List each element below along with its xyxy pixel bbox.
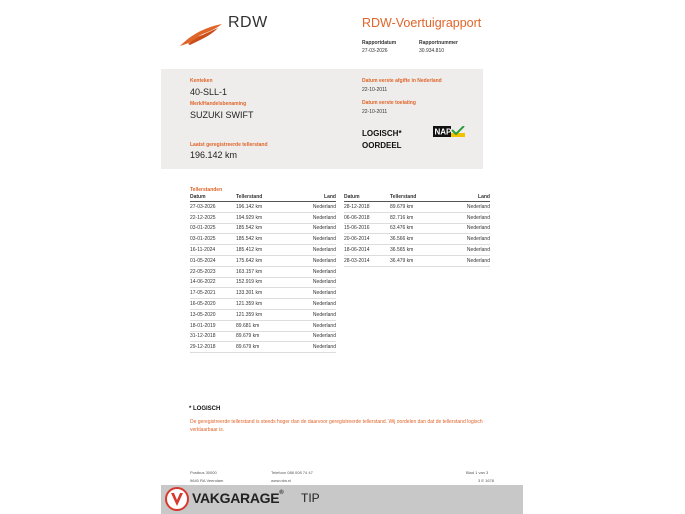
row-datum: 18-06-2014 (344, 245, 390, 256)
footer-address-1: Postbus 30000 (190, 470, 217, 475)
row-tellerstand: 36.479 km (390, 255, 448, 266)
row-tellerstand: 89.681 km (236, 320, 294, 331)
row-datum: 22-12-2025 (190, 212, 236, 223)
rapportdatum-value: 27-03-2026 (362, 48, 388, 54)
table-row (190, 309, 336, 320)
vakgarage-registered: ® (279, 490, 284, 496)
oordeel-line1: LOGISCH* (362, 129, 402, 138)
row-tellerstand: 36.566 km (390, 234, 448, 245)
footer-code: 3 E 1678 (478, 478, 495, 483)
row-tellerstand: 185.412 km (236, 245, 294, 256)
nap-check-icon (433, 126, 465, 137)
row-land: Nederland (294, 320, 336, 331)
table-row (344, 245, 490, 256)
row-land: Nederland (448, 255, 490, 266)
row-datum: 28-03-2014 (344, 255, 390, 266)
brand-name: RDW (228, 14, 268, 31)
footnote-title: * LOGISCH (189, 406, 221, 412)
footer-page-number: Blad 1 van 3 (466, 470, 489, 475)
vakgarage-brand-name: VAKGARAGE (192, 490, 280, 506)
row-land: Nederland (448, 245, 490, 256)
footer-phone: Telefoon 088 008 74 47 (271, 470, 313, 475)
rapportnummer-value: 30.934.810 (419, 48, 445, 54)
row-datum: 13-05-2020 (190, 309, 236, 320)
table-row (344, 255, 490, 266)
row-tellerstand: 89.679 km (236, 331, 294, 342)
rdw-logo-icon (178, 22, 224, 48)
row-tellerstand: 63.476 km (390, 223, 448, 234)
tellerstanden-title: Tellerstanden (190, 187, 223, 193)
row-land: Nederland (294, 309, 336, 320)
table-header-row (344, 194, 490, 202)
row-datum: 03-01-2025 (190, 223, 236, 234)
row-datum: 31-12-2018 (190, 331, 236, 342)
table-row (190, 320, 336, 331)
vakgarage-tip: TIP (301, 491, 320, 505)
oordeel-line2: OORDEEL (362, 141, 402, 150)
col-land: Land (294, 194, 336, 202)
merk-label: Merk/Handelsbenaming (190, 101, 247, 107)
rapportdatum-label: Rapportdatum (362, 40, 397, 46)
table-row (344, 212, 490, 223)
table-row (190, 331, 336, 342)
oordeel-label (362, 128, 402, 152)
row-land: Nederland (294, 255, 336, 266)
afgifte-value: 22-10-2011 (362, 87, 388, 93)
row-datum: 20-06-2014 (344, 234, 390, 245)
row-tellerstand: 82.716 km (390, 212, 448, 223)
col-tellerstand: Tellerstand (390, 194, 448, 202)
merk-value: SUZUKI SWIFT (190, 110, 254, 120)
table-header-row (190, 194, 336, 202)
afgifte-label: Datum eerste afgifte in Nederland (362, 78, 442, 84)
row-tellerstand: 89.679 km (236, 342, 294, 353)
table-row (190, 245, 336, 256)
row-land: Nederland (294, 277, 336, 288)
table-row (344, 234, 490, 245)
table-row (190, 299, 336, 310)
footnote-text: De geregistreerde tellerstand is steeds hoger dan de daarvoor geregistreerde tellerstand. Wij oordelen dan dat de tellerstand logisch verklaarbaar is. (190, 419, 483, 433)
footer-website: www.rdw.nl (271, 478, 292, 483)
table-row (190, 234, 336, 245)
row-tellerstand: 163.157 km (236, 266, 294, 277)
row-tellerstand: 121.359 km (236, 299, 294, 310)
col-land: Land (448, 194, 490, 202)
row-tellerstand: 152.919 km (236, 277, 294, 288)
table-row (190, 255, 336, 266)
row-land: Nederland (294, 245, 336, 256)
row-land: Nederland (294, 202, 336, 213)
vakgarage-logo-icon (165, 487, 189, 511)
row-datum: 18-01-2019 (190, 320, 236, 331)
report-title: RDW-Voertuigrapport (362, 16, 482, 30)
row-tellerstand: 36.565 km (390, 245, 448, 256)
vakgarage-brand (192, 490, 283, 506)
row-land: Nederland (294, 234, 336, 245)
rapportnummer-label: Rapportnummer (419, 40, 458, 46)
col-datum: Datum (344, 194, 390, 202)
tellerstand-value: 196.142 km (190, 150, 238, 160)
row-datum: 06-06-2018 (344, 212, 390, 223)
row-tellerstand: 196.142 km (236, 202, 294, 213)
row-land: Nederland (294, 331, 336, 342)
row-land: Nederland (448, 202, 490, 213)
table-row (190, 288, 336, 299)
footer-address-2: 9640 RA Veendam (190, 478, 224, 483)
tellerstand-label: Laatst geregistreerde tellerstand (190, 142, 268, 148)
table-row (190, 202, 336, 213)
nap-text: NAP (434, 127, 452, 137)
tellerstanden-table-left (190, 194, 336, 353)
row-tellerstand: 175.642 km (236, 255, 294, 266)
table-row (344, 223, 490, 234)
row-datum: 17-05-2021 (190, 288, 236, 299)
row-land: Nederland (294, 299, 336, 310)
row-datum: 16-05-2020 (190, 299, 236, 310)
table-row (344, 202, 490, 213)
row-tellerstand: 89.679 km (390, 202, 448, 213)
row-datum: 01-05-2024 (190, 255, 236, 266)
table-row (190, 223, 336, 234)
row-datum: 03-01-2025 (190, 234, 236, 245)
table-row (190, 266, 336, 277)
row-tellerstand: 121.359 km (236, 309, 294, 320)
toelating-value: 22-10-2011 (362, 109, 388, 115)
row-land: Nederland (448, 234, 490, 245)
table-row (190, 212, 336, 223)
kenteken-label: Kenteken (190, 78, 213, 84)
col-tellerstand: Tellerstand (236, 194, 294, 202)
table-row (190, 277, 336, 288)
row-datum: 14-06-2022 (190, 277, 236, 288)
row-land: Nederland (294, 342, 336, 353)
toelating-label: Datum eerste toelating (362, 100, 416, 106)
row-datum: 29-12-2018 (190, 342, 236, 353)
row-datum: 22-05-2023 (190, 266, 236, 277)
row-land: Nederland (448, 212, 490, 223)
kenteken-value: 40-SLL-1 (190, 87, 228, 97)
row-tellerstand: 194.929 km (236, 212, 294, 223)
col-datum: Datum (190, 194, 236, 202)
row-datum: 16-11-2024 (190, 245, 236, 256)
row-land: Nederland (294, 223, 336, 234)
row-tellerstand: 185.542 km (236, 234, 294, 245)
row-land: Nederland (294, 212, 336, 223)
row-land: Nederland (294, 288, 336, 299)
row-tellerstand: 185.542 km (236, 223, 294, 234)
row-land: Nederland (448, 223, 490, 234)
row-datum: 15-06-2016 (344, 223, 390, 234)
row-tellerstand: 133.301 km (236, 288, 294, 299)
row-land: Nederland (294, 266, 336, 277)
row-datum: 28-12-2018 (344, 202, 390, 213)
table-row (190, 342, 336, 353)
tellerstanden-table-right (344, 194, 490, 267)
row-datum: 27-03-2026 (190, 202, 236, 213)
